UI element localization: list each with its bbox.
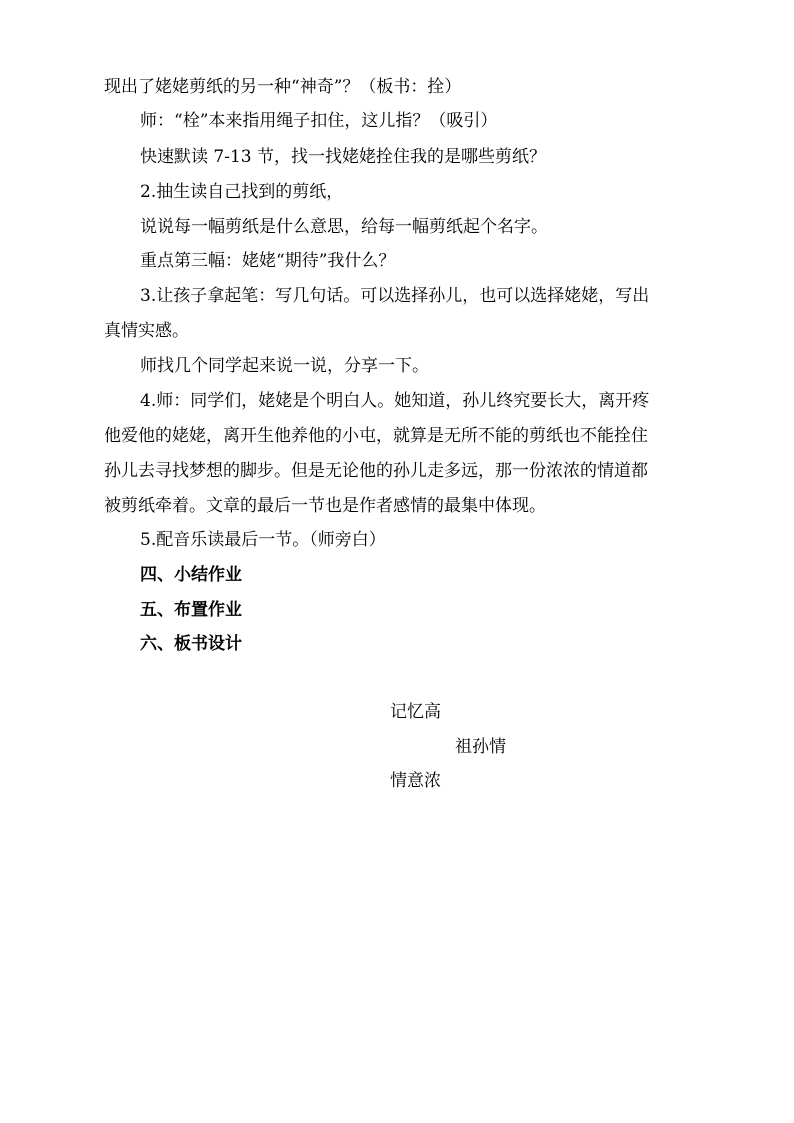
paragraph-line: 快速默读 7-13 节，找一找姥姥拴住我的是哪些剪纸？ <box>140 147 546 167</box>
board-line-memory: 记忆高 <box>390 702 441 722</box>
board-line-affection: 情意浓 <box>390 771 441 791</box>
paragraph-line: 他爱他的姥姥，离开生他养他的小屯，就算是无所不能的剪纸也不能拴住 <box>104 426 648 446</box>
paragraph-line: 重点第三幅：姥姥“期待”我什么？ <box>140 251 396 271</box>
section-heading: 六、板书设计 <box>140 634 242 654</box>
paragraph-line: 孙儿去寻找梦想的脚步。但是无论他的孙儿走多远，那一份浓浓的情道都 <box>104 461 648 481</box>
paragraph-line: 2.抽生读自己找到的剪纸， <box>140 182 344 202</box>
paragraph-line: 4.师：同学们，姥姥是个明白人。她知道，孙儿终究要长大，离开疼 <box>140 391 650 411</box>
board-line-family: 祖孙情 <box>455 737 506 757</box>
paragraph-line: 师找几个同学起来说一说，分享一下。 <box>140 356 429 376</box>
paragraph-line: 被剪纸牵着。文章的最后一节也是作者感情的最集中体现。 <box>104 496 546 516</box>
paragraph-line: 师：“栓”本来指用绳子扣住，这儿指？（吸引） <box>140 111 498 131</box>
paragraph-line: 现出了姥姥剪纸的另一种“神奇”？（板书：拴） <box>104 77 462 97</box>
paragraph-line: 真情实感。 <box>104 321 189 341</box>
section-heading: 四、小结作业 <box>140 565 242 585</box>
paragraph-line: 说说每一幅剪纸是什么意思，给每一幅剪纸起个名字。 <box>140 217 548 237</box>
section-heading: 五、布置作业 <box>140 600 242 620</box>
paragraph-line: 3.让孩子拿起笔：写几句话。可以选择孙儿，也可以选择姥姥，写出 <box>140 286 650 306</box>
paragraph-line: 5.配音乐读最后一节。（师旁白） <box>140 530 386 550</box>
